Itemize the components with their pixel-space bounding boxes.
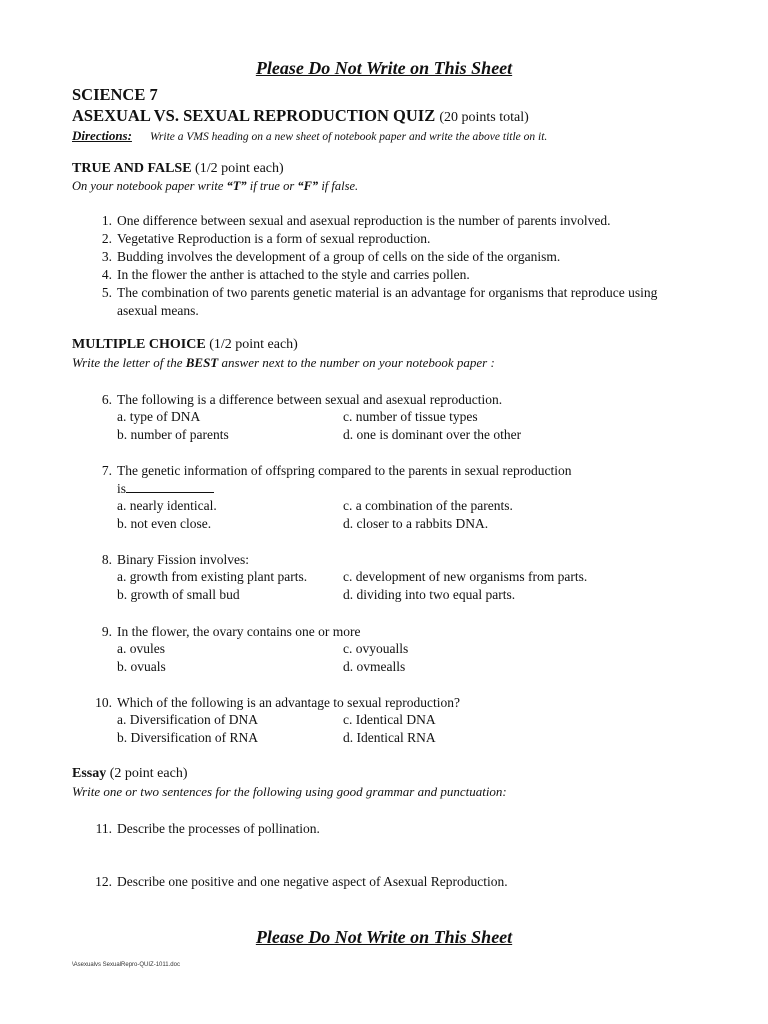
footer-filename: \Asexualvs SexualRepro-QUIZ-1011.doc [72, 962, 180, 968]
q7-continuation [117, 480, 214, 497]
directions-label: Directions: [72, 128, 132, 143]
quiz-title-points: (20 points total) [439, 110, 529, 125]
question-text: Binary Fission involves: [117, 552, 250, 567]
question-text: Budding involves the development of a group of cells on the side of the organism. [117, 249, 561, 264]
tf-instr-false: “F” [297, 179, 319, 193]
tf-instr-part: On your notebook paper write [72, 179, 227, 193]
directions [72, 127, 547, 145]
essay-heading [72, 766, 187, 782]
tf-heading-label: TRUE AND FALSE [72, 161, 192, 176]
question-text: Describe the processes of pollination. [117, 821, 320, 836]
question-number: 8. [101, 552, 112, 567]
q7-option-c: c. a combination of the parents. [343, 498, 513, 513]
essay-question-11 [88, 820, 708, 838]
question-number: 6. [101, 392, 112, 407]
q10-option-a: a. Diversification of DNA [117, 712, 258, 727]
q10-option-d: d. Identical RNA [343, 730, 436, 745]
q9-option-d: d. ovmealls [343, 659, 406, 674]
mc-question-9 [88, 623, 708, 641]
tf-question-2 [88, 230, 708, 248]
question-text: The following is a difference between sexual and asexual reproduction. [117, 392, 503, 407]
tf-instructions [72, 179, 358, 194]
q7-option-a: a. nearly identical. [117, 498, 217, 513]
banner-bottom: Please Do Not Write on This Sheet [255, 927, 513, 947]
q9-option-c: c. ovyoualls [343, 641, 409, 656]
q6-option-d: d. one is dominant over the other [343, 427, 522, 442]
tf-instr-true: “T” [226, 179, 247, 193]
question-text: In the flower, the ovary contains one or more [117, 624, 361, 639]
mc-instr-best: BEST [185, 355, 219, 370]
question-text: The combination of two parents genetic material is an advantage for organisms that reproduce using asexual means. [117, 285, 658, 318]
tf-heading-points: (1/2 point each) [195, 161, 284, 176]
mc-instructions [72, 355, 495, 371]
q6-option-a: a. type of DNA [117, 409, 201, 424]
question-number: 3. [101, 249, 112, 264]
q9-option-a: a. ovules [117, 641, 165, 656]
essay-heading-label: Essay [72, 766, 107, 781]
mc-heading-label: MULTIPLE CHOICE [72, 337, 206, 352]
tf-instr-part: if false. [318, 179, 359, 193]
answer-blank [126, 480, 214, 493]
question-number: 4. [101, 267, 112, 282]
q8-option-d: d. dividing into two equal parts. [343, 587, 516, 602]
question-number: 10. [95, 695, 112, 710]
question-text: In the flower the anther is attached to the style and carries pollen. [117, 267, 470, 282]
question-number: 2. [101, 231, 112, 246]
quiz-title-main: ASEXUAL VS. SEXUAL REPRODUCTION QUIZ [72, 106, 436, 125]
q9-option-b: b. ovuals [117, 659, 166, 674]
q7-option-d: d. closer to a rabbits DNA. [343, 516, 489, 531]
tf-question-4 [88, 266, 708, 284]
question-text: Vegetative Reproduction is a form of sexual reproduction. [117, 231, 431, 246]
essay-instructions: Write one or two sentences for the following using good grammar and punctuation: [72, 784, 507, 799]
q6-option-b: b. number of parents [117, 427, 229, 442]
question-number: 9. [101, 624, 112, 639]
tf-heading [72, 161, 284, 177]
tf-question-5 [88, 284, 688, 320]
question-number: 5. [101, 285, 112, 300]
question-number: 12. [95, 874, 112, 889]
mc-instr-part: answer next to the number on your notebook paper : [218, 355, 495, 370]
q8-option-b: b. growth of small bud [117, 587, 240, 602]
mc-question-10 [88, 694, 708, 712]
q8-option-c: c. development of new organisms from parts. [343, 569, 588, 584]
banner-top: Please Do Not Write on This Sheet [255, 58, 513, 78]
mc-question-7 [88, 462, 708, 480]
mc-question-6 [88, 391, 708, 409]
question-text: Describe one positive and one negative aspect of Asexual Reproduction. [117, 874, 508, 889]
quiz-title [72, 106, 529, 126]
question-number: 11. [95, 821, 112, 836]
q7-option-b: b. not even close. [117, 516, 212, 531]
directions-text: Write a VMS heading on a new sheet of notebook paper and write the above title on it. [149, 131, 548, 143]
q8-option-a: a. growth from existing plant parts. [117, 569, 308, 584]
tf-instr-part: if true or [246, 179, 298, 193]
tf-question-1 [88, 212, 708, 230]
question-text: One difference between sexual and asexual reproduction is the number of parents involved. [117, 213, 611, 228]
q10-option-b: b. Diversification of RNA [117, 730, 258, 745]
q10-option-c: c. Identical DNA [343, 712, 436, 727]
question-number: 1. [101, 213, 112, 228]
course-title: SCIENCE 7 [72, 85, 158, 104]
tf-question-3 [88, 248, 708, 266]
question-text: The genetic information of offspring compared to the parents in sexual reproduction [117, 463, 572, 478]
mc-instr-part: Write the letter of the [72, 355, 186, 370]
essay-question-12 [88, 873, 708, 891]
essay-heading-points: (2 point each) [109, 766, 188, 781]
mc-heading-points: (1/2 point each) [209, 337, 298, 352]
q7-cont-text: is [117, 481, 127, 496]
question-text: Which of the following is an advantage to sexual reproduction? [117, 695, 461, 710]
mc-question-8 [88, 551, 708, 569]
q6-option-c: c. number of tissue types [343, 409, 478, 424]
question-number: 7. [101, 463, 112, 478]
mc-heading [72, 337, 298, 353]
